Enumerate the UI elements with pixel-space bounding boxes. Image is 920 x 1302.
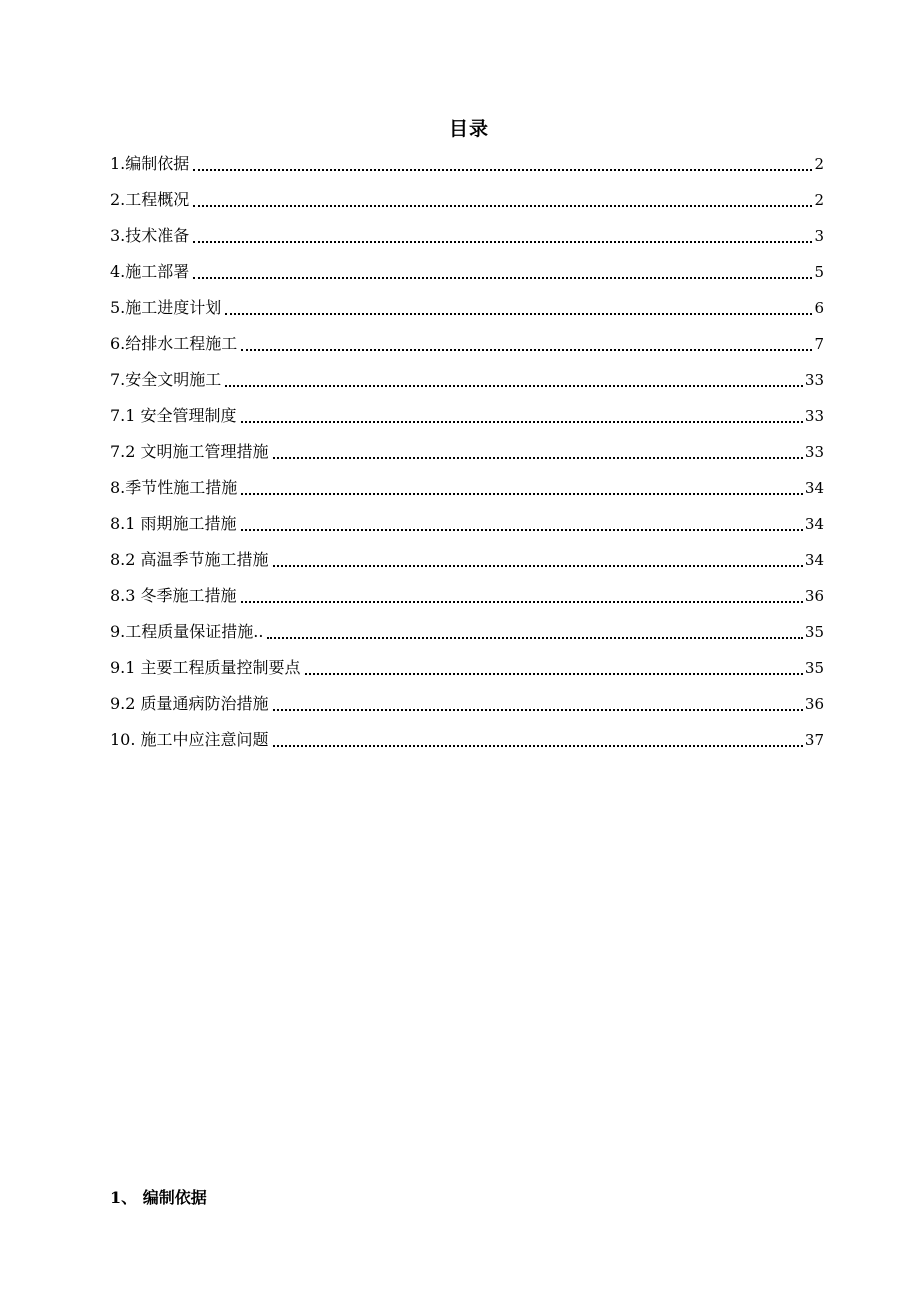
toc-entry-page: 35	[804, 659, 824, 677]
toc-leader-dots	[273, 744, 803, 747]
toc-entry-label: 10. 施工中应注意问题	[110, 730, 269, 749]
toc-entry-page: 36	[804, 587, 824, 605]
toc-leader-dots	[193, 204, 812, 207]
toc-entry-page: 6	[814, 299, 824, 317]
toc-entry-page: 34	[804, 551, 824, 569]
toc-entry[interactable]	[110, 140, 824, 176]
toc-entry-label: 4.施工部署	[110, 262, 190, 281]
toc-entry-label: 6.给排水工程施工	[110, 334, 238, 353]
toc-entry[interactable]	[110, 572, 824, 608]
toc-entry-label: 1.编制依据	[110, 154, 190, 173]
toc-entry[interactable]	[110, 212, 824, 248]
toc-entry[interactable]	[110, 248, 824, 284]
toc-leader-dots	[241, 348, 812, 351]
toc-leader-dots	[225, 384, 803, 387]
toc-entry-page: 2	[814, 191, 824, 209]
toc-entry[interactable]	[110, 464, 824, 500]
toc-entry-label: 7.安全文明施工	[110, 370, 222, 389]
toc-leader-dots	[241, 492, 803, 495]
toc-entry[interactable]	[110, 644, 824, 680]
toc-entry-page: 5	[814, 263, 824, 281]
toc-entry[interactable]	[110, 176, 824, 212]
toc-entry-label: 8.季节性施工措施	[110, 478, 238, 497]
toc-entry-page: 2	[814, 155, 824, 173]
toc-entry-page: 35	[804, 623, 824, 641]
toc-entry-page: 33	[804, 371, 824, 389]
toc-entry-label: 9.工程质量保证措施..	[110, 622, 264, 641]
toc-entry[interactable]	[110, 536, 824, 572]
toc-leader-dots	[273, 564, 803, 567]
toc-leader-dots	[225, 312, 812, 315]
table-of-contents	[110, 140, 824, 752]
toc-entry-label: 8.1 雨期施工措施	[110, 514, 237, 533]
toc-entry-page: 3	[814, 227, 824, 245]
toc-entry-label: 7.1 安全管理制度	[110, 406, 237, 425]
toc-entry-label: 3.技术准备	[110, 226, 190, 245]
toc-leader-dots	[241, 600, 803, 603]
toc-entry[interactable]	[110, 428, 824, 464]
toc-entry-label: 9.1 主要工程质量控制要点	[110, 658, 301, 677]
toc-entry-page: 36	[804, 695, 824, 713]
toc-entry-page: 33	[804, 407, 824, 425]
toc-entry-label: 5.施工进度计划	[110, 298, 222, 317]
toc-entry-page: 37	[804, 731, 824, 749]
toc-entry[interactable]	[110, 680, 824, 716]
toc-entry[interactable]	[110, 500, 824, 536]
toc-entry[interactable]	[110, 608, 824, 644]
toc-entry[interactable]	[110, 284, 824, 320]
toc-leader-dots	[193, 168, 812, 171]
section-heading: 1、 编制依据	[110, 1188, 207, 1207]
toc-entry-label: 2.工程概况	[110, 190, 190, 209]
toc-entry-label: 8.3 冬季施工措施	[110, 586, 237, 605]
toc-entry[interactable]	[110, 716, 824, 752]
toc-entry[interactable]	[110, 356, 824, 392]
toc-entry-page: 34	[804, 515, 824, 533]
toc-leader-dots	[193, 276, 812, 279]
toc-leader-dots	[273, 456, 803, 459]
toc-leader-dots	[241, 420, 803, 423]
toc-entry-page: 34	[804, 479, 824, 497]
toc-leader-dots	[267, 636, 802, 639]
toc-leader-dots	[241, 528, 803, 531]
toc-entry-label: 9.2 质量通病防治措施	[110, 694, 269, 713]
toc-entry-page: 7	[814, 335, 824, 353]
toc-entry-page: 33	[804, 443, 824, 461]
toc-entry[interactable]	[110, 392, 824, 428]
toc-leader-dots	[193, 240, 812, 243]
toc-entry-label: 8.2 高温季节施工措施	[110, 550, 269, 569]
toc-leader-dots	[273, 708, 803, 711]
toc-leader-dots	[305, 672, 803, 675]
toc-entry-label: 7.2 文明施工管理措施	[110, 442, 269, 461]
toc-title: 目录	[448, 118, 489, 140]
toc-entry[interactable]	[110, 320, 824, 356]
